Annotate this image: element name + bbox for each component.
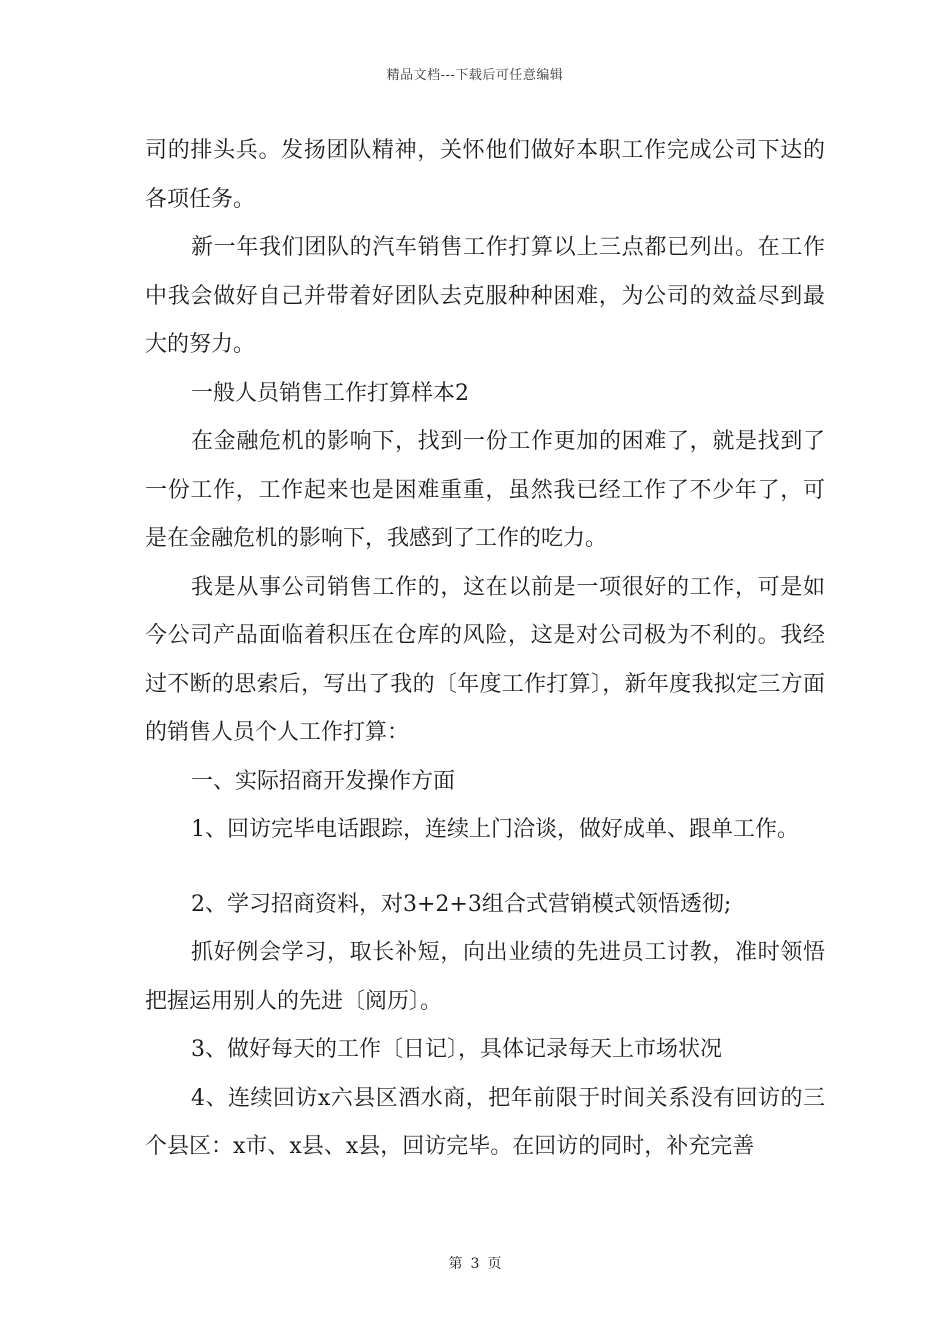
paragraph-plan: 我是从事公司销售工作的，这在以前是一项很好的工作，可是如今公司产品面临着积压在仓库的风险，这是对公司极为不利的。我经过不断的思索后，写出了我的〔年度工作打算〕，新年度我拟定三方面的销售人员个人工作打算： bbox=[145, 574, 825, 745]
page-footer bbox=[0, 1253, 950, 1273]
list-item-3: 3、做好每天的工作〔日记〕，具体记录每天上市场状况 bbox=[191, 1037, 722, 1062]
document-body bbox=[145, 127, 825, 1172]
paragraph-summary: 新一年我们团队的汽车销售工作打算以上三点都已列出。在工作中我会做好自己并带着好团队去克服种种困难，为公司的效益尽到最大的努力。 bbox=[145, 235, 825, 357]
paragraph-meetings: 抓好例会学习，取长补短，向出业绩的先进员工讨教，准时领悟把握运用别人的先进〔阅历〕。 bbox=[145, 940, 825, 1014]
subsection-heading: 一、实际招商开发操作方面 bbox=[191, 768, 456, 794]
paragraph-continuation: 司的排头兵。发扬团队精神，关怀他们做好本职工作完成公司下达的各项任务。 bbox=[145, 138, 825, 212]
page-number: 3 bbox=[470, 1256, 480, 1272]
footer-prefix: 第 bbox=[448, 1256, 463, 1272]
footer-suffix: 页 bbox=[487, 1256, 502, 1272]
list-item-1: 1、回访完毕电话跟踪，连续上门洽谈，做好成单、跟单工作。 bbox=[191, 817, 799, 842]
section-heading: 一般人员销售工作打算样本2 bbox=[191, 380, 469, 406]
list-item-4: 4、连续回访x六县区酒水商，把年前限于时间关系没有回访的三个县区：x市、x县、x县，回访完毕。在回访的同时，补充完善 bbox=[145, 1085, 825, 1159]
paragraph-intro: 在金融危机的影响下，找到一份工作更加的困难了，就是找到了一份工作，工作起来也是困难重重，虽然我已经工作了不少年了，可是在金融危机的影响下，我感到了工作的吃力。 bbox=[145, 429, 825, 551]
list-item-2: 2、学习招商资料，对3+2+3组合式营销模式领悟透彻; bbox=[191, 891, 732, 917]
page-header: 精品文档---下载后可任意编辑 bbox=[386, 68, 564, 83]
